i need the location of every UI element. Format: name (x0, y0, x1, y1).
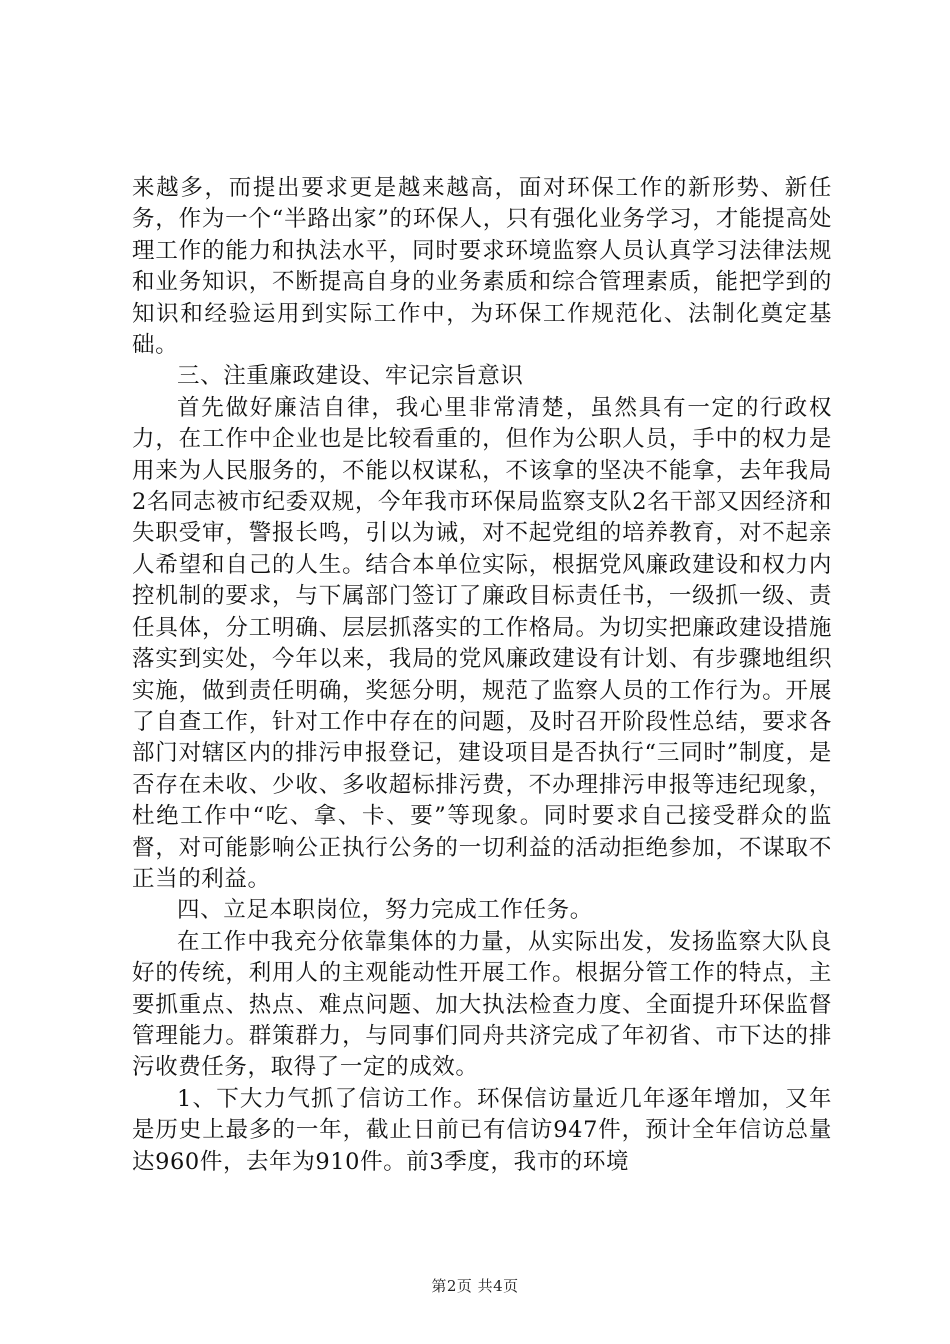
paragraph-petition-work: 1、下大力气抓了信访工作。环保信访量近几年逐年增加，又年是历史上最多的一年，截止日前已有信访947件，预计全年信访总量达960件，去年为910件。前3季度，我市的环境 (132, 1085, 832, 1175)
paragraph-collective-work: 在工作中我充分依靠集体的力量，从实际出发，发扬监察大队良好的传统，利用人的主观能动性开展工作。根据分管工作的特点，主要抓重点、热点、难点问题、加大执法检查力度、全面提升环保监督管理能力。群策群力，与同事们同舟共济完成了年初省、市下达的排污收费任务，取得了一定的成效。 (132, 928, 832, 1081)
paragraph-continuation: 来越多，而提出要求更是越来越高，面对环保工作的新形势、新任务，作为一个“半路出家”的环保人，只有强化业务学习，才能提高处理工作的能力和执法水平，同时要求环境监察人员认真学习法律法规和业务知识，不断提高自身的业务素质和综合管理素质，能把学到的知识和经验运用到实际工作中，为环保工作规范化、法制化奠定基础。 (132, 175, 832, 359)
section-heading-3: 三、注重廉政建设、牢记宗旨意识 (177, 363, 524, 390)
section-heading-4: 四、立足本职岗位，努力完成工作任务。 (177, 897, 593, 924)
page-number-footer: 第2页 共4页 (431, 1277, 519, 1295)
document-body (132, 173, 832, 1178)
paragraph-integrity: 首先做好廉洁自律，我心里非常清楚，虽然具有一定的行政权力，在工作中企业也是比较看重的，但作为公职人员，手中的权力是用来为人民服务的，不能以权谋私，不该拿的坚决不能拿，去年我局2名同志被市纪委双规，今年我市环保局监察支队2名干部又因经济和失职受审，警报长鸣，引以为诫，对不起党组的培养教育，对不起亲人希望和自己的人生。结合本单位实际，根据党风廉政建设和权力内控机制的要求，与下属部门签订了廉政目标责任书，一级抓一级、责任具体，分工明确、层层抓落实的工作格局。为切实把廉政建设措施落实到实处，今年以来，我局的党风廉政建设有计划、有步骤地组织实施，做到责任明确，奖惩分明，规范了监察人员的工作行为。开展了自查工作，针对工作中存在的问题，及时召开阶段性总结，要求各部门对辖区内的排污申报登记，建设项目是否执行“三同时”制度，是否存在未收、少收、多收超标排污费，不办理排污申报等违纪现象，杜绝工作中“吃、拿、卡、要”等现象。同时要求自己接受群众的监督，对可能影响公正执行公务的一切利益的活动拒绝参加，不谋取不正当的利益。 (132, 394, 832, 892)
